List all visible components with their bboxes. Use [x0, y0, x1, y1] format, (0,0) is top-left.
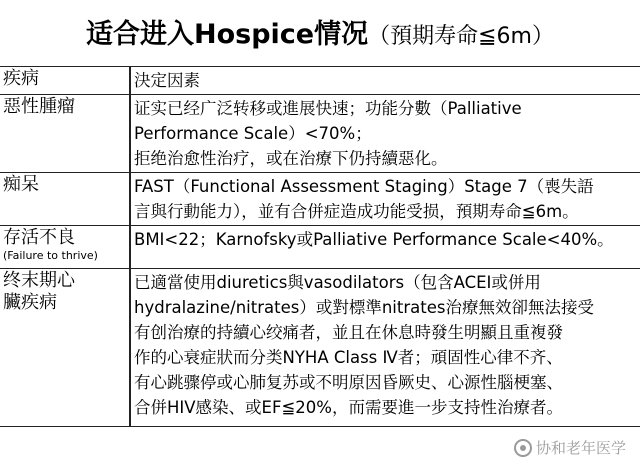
- watermark: [514, 437, 626, 458]
- disease-cell: [0, 226, 130, 269]
- factor-line: 作的心衰症狀而分类NYHA Class Ⅳ者；頑固性心律不齐、: [134, 348, 563, 367]
- factor-line: 合併HIV感染、或EF≦20%，而需要進一步支持性治療者。: [134, 398, 563, 417]
- table-row: [0, 269, 640, 427]
- factor-line: 言與行動能力），並有合併症造成功能受损，預期寿命≦6m。: [134, 202, 579, 221]
- factor-line: FAST（Functional Assessment Staging）Stage 7（喪失語: [134, 177, 594, 196]
- factors-cell: [130, 173, 640, 226]
- disease-name: 存活不良: [3, 227, 75, 248]
- wechat-icon: [514, 439, 532, 457]
- table-header-row: [0, 67, 640, 95]
- header-factors: 決定因素: [130, 67, 640, 95]
- factor-line: Performance Scale）<70%；: [134, 124, 372, 143]
- factor-line: 证实已经广泛转移或進展快速；功能分數（Palliative: [134, 99, 522, 118]
- disease-name: 终末期心臟疾病: [3, 270, 75, 313]
- factors-cell: [130, 226, 640, 269]
- table-row: [0, 173, 640, 226]
- disease-cell: [0, 269, 130, 427]
- factor-line: 有心跳骤停或心肺复苏或不明原因昏厥史、心源性腦梗塞、: [134, 373, 563, 392]
- disease-cell: [0, 95, 130, 173]
- criteria-table: [0, 66, 640, 427]
- title-main: 适合进入Hospice情况: [86, 19, 369, 50]
- disease-subtitle: (Failure to thrive): [3, 249, 98, 262]
- factor-line: hydralazine/nitrates）或對標準nitrates治療無效卻無法接受: [134, 298, 594, 317]
- disease-name: 痴呆: [3, 174, 39, 195]
- disease-name: 惡性腫瘤: [3, 96, 75, 117]
- slide-title: [0, 12, 640, 52]
- factor-line: 有创治療的持續心绞痛者，並且在休息時發生明顯且重複發: [134, 323, 563, 342]
- disease-cell: [0, 173, 130, 226]
- table-row: [0, 95, 640, 173]
- table-row: [0, 226, 640, 269]
- title-subtitle: （預期寿命≦6m）: [368, 24, 554, 49]
- factors-cell: [130, 269, 640, 427]
- factor-line: 已適當使用diuretics與vasodilators（包含ACEI或併用: [134, 273, 541, 292]
- factor-line: BMI<22；Karnofsky或Palliative Performance Scale<40%。: [134, 230, 614, 249]
- factor-line: 拒绝治愈性治疗，或在治療下仍持續惡化。: [134, 149, 448, 168]
- factors-cell: [130, 95, 640, 173]
- watermark-text: 协和老年医学: [535, 439, 626, 457]
- header-disease: 疾病: [0, 67, 130, 95]
